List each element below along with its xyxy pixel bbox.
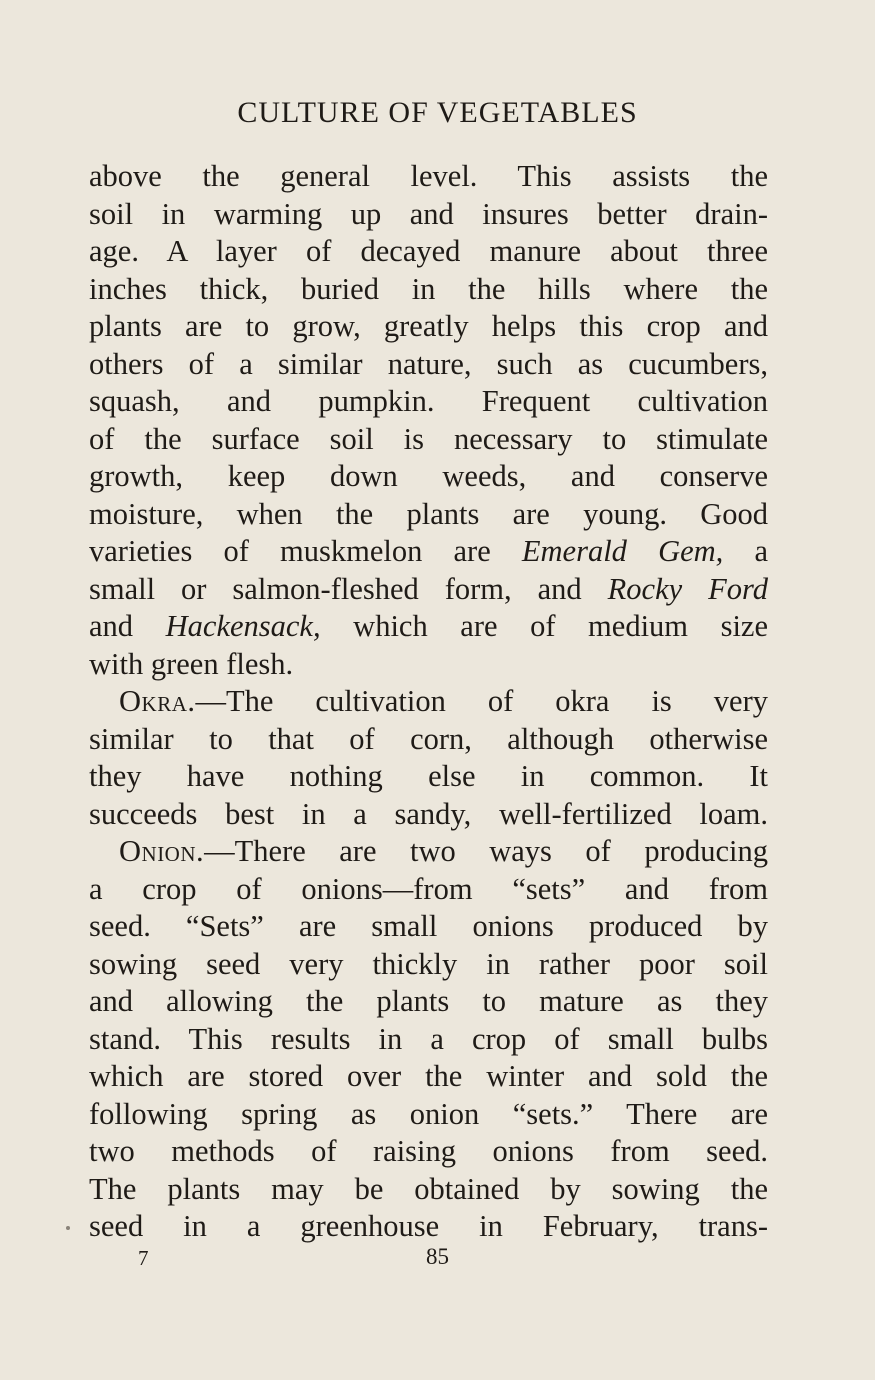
okra-paragraph-start xyxy=(89,683,768,721)
signature-mark: 7 xyxy=(138,1246,149,1270)
text-line: The plants may be obtained by sowing the xyxy=(89,1171,768,1206)
running-header: CULTURE OF VEGETABLES xyxy=(237,96,638,129)
text-segment: and xyxy=(89,609,134,643)
text-segment: —There are two ways of producing xyxy=(204,834,768,868)
okra-heading: Okra. xyxy=(119,684,196,718)
variety-name-emerald-gem: Emerald Gem, xyxy=(521,534,724,568)
text-line-varieties xyxy=(89,533,768,571)
text-line-salmon xyxy=(89,571,768,609)
text-line: a crop of onions—from “sets” and from xyxy=(89,871,768,906)
text-line: seed in a greenhouse in February, trans- xyxy=(89,1209,768,1243)
text-line: seed. “Sets” are small onions produced by xyxy=(89,909,768,943)
body-text xyxy=(89,158,768,1246)
text-line: following spring as onion “sets.” There are xyxy=(89,1096,768,1131)
onion-heading: Onion. xyxy=(119,834,205,868)
text-line: growth, keep down weeds, and conserve xyxy=(89,459,768,493)
text-line: inches thick, buried in the hills where the xyxy=(89,271,768,306)
text-line: plants are to grow, greatly helps this crop and xyxy=(89,309,768,343)
text-segment: varieties of muskmelon are xyxy=(89,534,491,568)
text-line: moisture, when the plants are young. Good xyxy=(89,496,768,531)
text-line: with green flesh. xyxy=(89,646,294,681)
text-line: above the general level. This assists the xyxy=(89,159,768,193)
text-line: which are stored over the winter and sold the xyxy=(89,1059,768,1093)
text-line: similar to that of corn, although otherwise xyxy=(89,721,768,756)
text-line: soil in warming up and insures better drain- xyxy=(89,196,768,231)
text-line: stand. This results in a crop of small bulbs xyxy=(89,1021,768,1056)
text-line: two methods of raising onions from seed. xyxy=(89,1134,768,1168)
text-line: succeeds best in a sandy, well-fertilized loam. xyxy=(89,796,768,831)
text-segment: which are of medium size xyxy=(353,609,769,643)
variety-name-rocky-ford: Rocky Ford xyxy=(607,571,768,606)
text-line: of the surface soil is necessary to stimulate xyxy=(89,421,768,456)
margin-dot xyxy=(66,1226,70,1230)
text-line-hackensack xyxy=(89,608,768,646)
onion-paragraph-start xyxy=(89,833,768,871)
text-segment: a xyxy=(754,534,768,568)
text-line: age. A layer of decayed manure about three xyxy=(89,234,768,268)
text-line: sowing seed very thickly in rather poor soil xyxy=(89,946,768,981)
text-line: others of a similar nature, such as cucumbers, xyxy=(89,346,768,381)
text-segment: small or salmon-fleshed form, and xyxy=(89,571,582,606)
page-number: 85 xyxy=(426,1244,449,1269)
text-line: they have nothing else in common. It xyxy=(89,759,768,793)
text-segment: —The cultivation of okra is very xyxy=(195,684,768,718)
text-line: squash, and pumpkin. Frequent cultivation xyxy=(89,384,768,418)
text-line: and allowing the plants to mature as they xyxy=(89,984,768,1018)
variety-name-hackensack: Hackensack, xyxy=(165,609,321,643)
